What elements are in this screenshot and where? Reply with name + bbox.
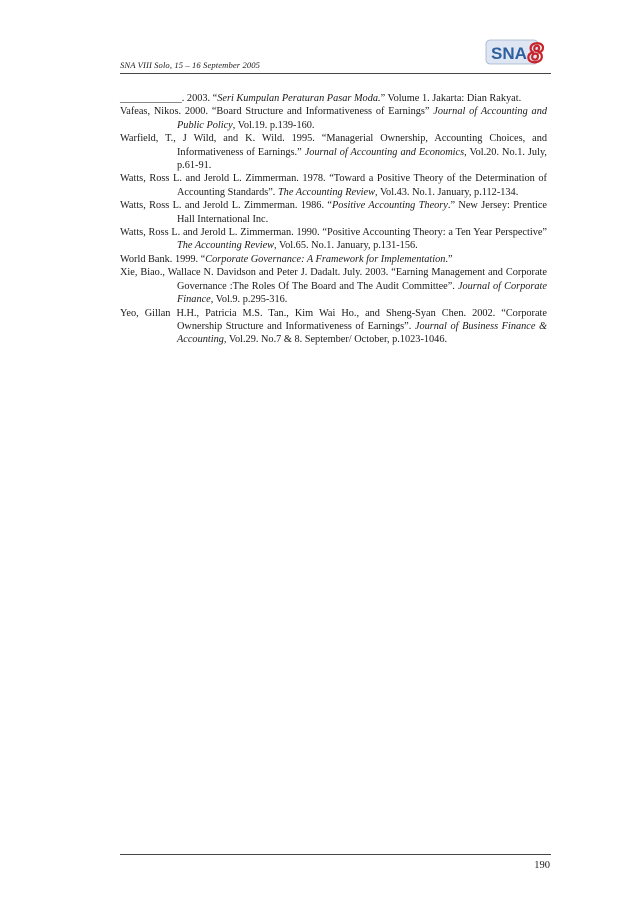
- reference-italic-title: Positive Accounting Theory: [332, 200, 448, 212]
- reference-entry: [120, 199, 547, 226]
- logo-text: SNA: [491, 44, 527, 63]
- header-conference-text: SNA VIII Solo, 15 – 16 September 2005: [120, 60, 261, 70]
- reference-italic-title: Seri Kumpulan Peraturan Pasar Moda.: [217, 93, 381, 104]
- reference-entry: [120, 253, 547, 266]
- reference-text: Watts, Ross L. and Jerold L. Zimmerman. 1990. “Positive Accounting Theory: a Ten Year Perspective”: [120, 227, 547, 239]
- reference-text: Vafeas, Nikos. 2000. “Board Structure and Informativeness of Earnings”: [120, 106, 434, 118]
- reference-italic-title: Journal of Accounting and Economics: [304, 146, 465, 158]
- reference-entry: [120, 105, 547, 132]
- reference-list: [120, 92, 547, 347]
- reference-text: Watts, Ross L. and Jerold L. Zimmerman. 1978. “Toward a Positive Theory of the Determination of Accounting Standards”.: [120, 173, 547, 198]
- reference-entry: [120, 92, 547, 105]
- page-header: [120, 34, 551, 74]
- reference-entry: [120, 226, 547, 253]
- reference-text: , Vol.20. No.1. July, p.61-91.: [177, 146, 547, 172]
- logo-number: 8: [528, 38, 544, 68]
- reference-italic-title: Journal of Corporate Finance: [177, 280, 547, 306]
- page-number: 190: [534, 860, 550, 871]
- reference-text: World Bank. 1999. “: [120, 253, 206, 265]
- sna-logo: [485, 34, 551, 68]
- reference-text: .” New Jersey: Prentice Hall International Inc.: [177, 200, 548, 225]
- reference-text: , Vol.43. No.1. January, p.112-134.: [374, 186, 519, 198]
- reference-text: , Vol.9. p.295-316.: [210, 294, 288, 306]
- reference-italic-title: Corporate Governance: A Framework for Implementation: [205, 253, 446, 265]
- reference-entry: [120, 307, 547, 347]
- reference-entry: [120, 172, 547, 199]
- reference-italic-title: The Accounting Review: [177, 240, 275, 252]
- reference-text: Warfield, T., J Wild, and K. Wild. 1995. “Managerial Ownership, Accounting Choices, and Informativeness of Earnings.”: [120, 133, 547, 158]
- reference-text: ” Volume 1. Jakarta: Dian Rakyat.: [380, 93, 522, 104]
- reference-text: Yeo, Gillan H.H., Patricia M.S. Tan., Kim Wai Ho., and Sheng-Syan Chen. 2002. “Corporate Ownership Structure and Informativeness of Earnings”.: [120, 307, 547, 332]
- reference-entry: [120, 132, 547, 172]
- reference-italic-title: Journal of Accounting and Public Policy: [177, 106, 547, 131]
- reference-italic-title: The Accounting Review: [277, 186, 375, 198]
- reference-text: ____________. 2003. “: [120, 93, 218, 104]
- reference-text: , Vol.19. p.139-160.: [232, 119, 315, 131]
- reference-text: Watts, Ross L. and Jerold L. Zimmerman. 1986. “: [120, 200, 333, 212]
- reference-italic-title: Journal of Business Finance & Accounting,: [177, 320, 548, 346]
- reference-text: .”: [445, 253, 453, 265]
- reference-text: Xie, Biao., Wallace N. Davidson and Peter J. Dadalt. July. 2003. “Earning Management and Corporate Governance :The Roles Of The Board and The Audit Committee”.: [120, 267, 547, 292]
- reference-text: , Vol.65. No.1. January, p.131-156.: [274, 240, 418, 252]
- footer-rule: [120, 854, 551, 855]
- reference-entry: [120, 266, 547, 306]
- header-rule: [120, 73, 551, 74]
- reference-text: Vol.29. No.7 & 8. September/ October, p.1023-1046.: [226, 334, 448, 346]
